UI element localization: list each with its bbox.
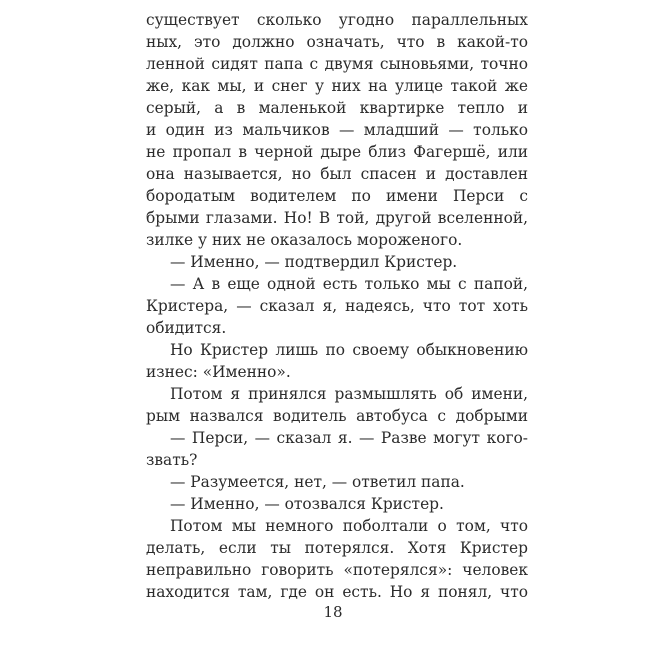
text-line: — Перси, — сказал я. — Разве могут кого- <box>170 429 528 447</box>
text-line: — Разумеется, нет, — ответил папа. <box>170 473 465 491</box>
text-line: рым назвался водитель автобуса с добрыми <box>146 407 528 425</box>
text-line: серый, а в маленькой квартирке тепло и <box>146 99 528 117</box>
text-line: же, как мы, и снег у них на улице такой же <box>146 77 528 95</box>
text-line: зилке у них не оказалось мороженого. <box>146 231 463 249</box>
text-line: — Именно, — отозвался Кристер. <box>170 495 444 513</box>
text-line: и один из мальчиков — младший — только <box>146 121 528 139</box>
text-line: обидится. <box>146 319 227 337</box>
text-line: не пропал в черной дыре близ Фагершё, или <box>146 143 528 161</box>
text-line: — А в еще одной есть только мы с папой, <box>170 275 528 293</box>
text-line: Потом мы немного поболтали о том, что <box>170 517 528 535</box>
text-line: делать, если ты потерялся. Хотя Кристер <box>146 539 528 557</box>
text-line: Потом я принялся размышлять об имени, <box>170 385 528 403</box>
text-line: звать? <box>146 451 198 469</box>
page-number: 18 <box>323 603 343 621</box>
text-line: находится там, где он есть. Но я понял, что <box>146 583 528 601</box>
text-line: ных, это должно означать, что в какой-то <box>146 33 528 51</box>
body-text <box>146 9 528 603</box>
text-line: бородатым водителем по имени Перси с <box>146 187 528 205</box>
text-line: неправильно говорить «потерялся»: человек <box>146 561 528 579</box>
text-line: изнес: «Именно». <box>146 363 291 381</box>
text-line: — Именно, — подтвердил Кристер. <box>170 253 458 271</box>
text-line: ленной сидят папа с двумя сыновьями, точно <box>146 55 528 73</box>
text-line: Но Кристер лишь по своему обыкновению <box>170 341 528 359</box>
text-line: она называется, но был спасен и доставлен <box>146 165 528 183</box>
text-line: брыми глазами. Но! В той, другой вселенной, <box>146 209 528 227</box>
text-line: существует сколько угодно параллельных <box>146 11 528 29</box>
text-line: Кристера, — сказал я, надеясь, что тот хоть <box>146 297 528 315</box>
